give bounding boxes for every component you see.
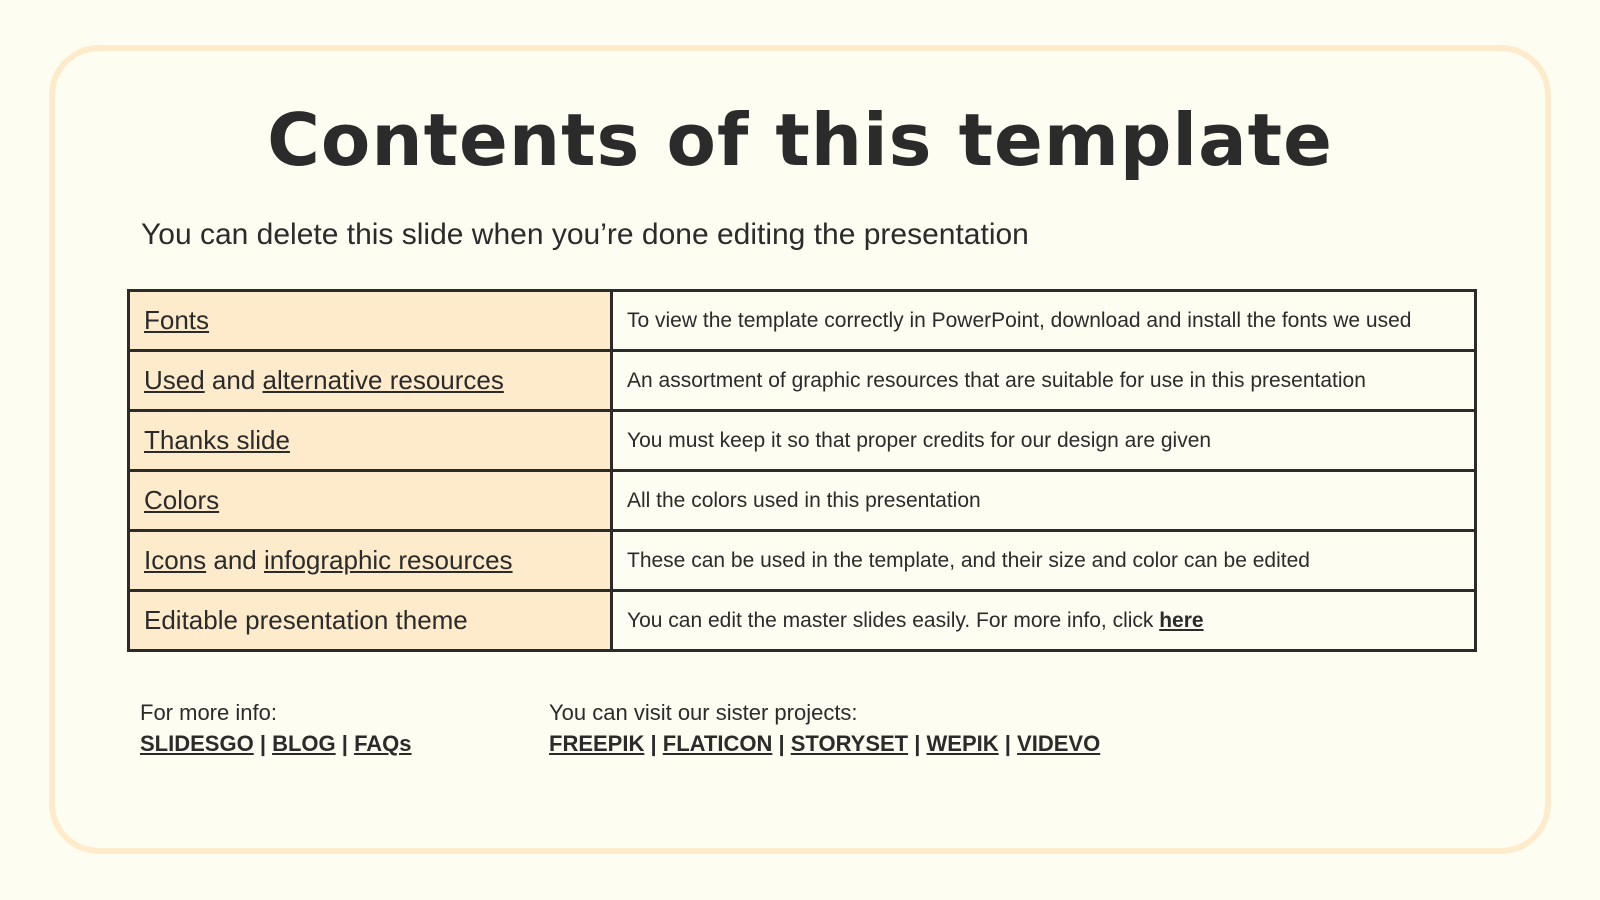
table-text: An assortment of graphic resources that are suitable for use in this presentation xyxy=(627,368,1366,392)
table-cell-description xyxy=(612,531,1476,591)
table-link[interactable]: infographic resources xyxy=(263,545,513,575)
table-row xyxy=(129,591,1476,651)
table-cell-topic xyxy=(129,591,612,651)
table-link[interactable]: Thanks slide xyxy=(144,425,290,455)
table-text: These can be used in the template, and their size and color can be edited xyxy=(627,548,1310,572)
table-text: and xyxy=(204,365,263,395)
table-cell-topic xyxy=(129,531,612,591)
link-separator: | xyxy=(914,731,921,756)
link-separator: | xyxy=(341,731,348,756)
footer-more-info-label: For more info: xyxy=(140,700,277,725)
table-link[interactable]: Fonts xyxy=(144,305,210,335)
footer-link-wepik[interactable]: WEPIK xyxy=(926,731,999,756)
link-separator: | xyxy=(778,731,785,756)
table-cell-topic xyxy=(129,471,612,531)
table-row xyxy=(129,411,1476,471)
table-link[interactable]: Icons xyxy=(144,545,207,575)
table-link[interactable]: Used xyxy=(144,365,205,395)
link-separator: | xyxy=(259,731,266,756)
page-subtitle: You can delete this slide when you’re done editing the presentation xyxy=(141,218,1029,251)
footer-more-info xyxy=(140,697,412,759)
contents-table xyxy=(127,289,1477,652)
footer-sister-label: You can visit our sister projects: xyxy=(549,700,858,725)
table-cell-description xyxy=(612,591,1476,651)
link-separator: | xyxy=(650,731,657,756)
table-text: To view the template correctly in PowerPoint, download and install the fonts we used xyxy=(627,308,1412,332)
footer-more-info-links xyxy=(140,728,412,759)
footer-link-videvo[interactable]: VIDEVO xyxy=(1017,731,1101,756)
table-link[interactable]: alternative resources xyxy=(262,365,504,395)
table-row xyxy=(129,291,1476,351)
footer-link-slidesgo[interactable]: SLIDESGO xyxy=(140,731,254,756)
footer-link-freepik[interactable]: FREEPIK xyxy=(549,731,645,756)
table-cell-topic xyxy=(129,411,612,471)
footer-link-storyset[interactable]: STORYSET xyxy=(790,731,909,756)
table-link[interactable]: Colors xyxy=(144,485,220,515)
footer-link-blog[interactable]: BLOG xyxy=(272,731,336,756)
table-row xyxy=(129,351,1476,411)
table-cell-topic xyxy=(129,351,612,411)
table-cell-description xyxy=(612,411,1476,471)
footer-link-faqs[interactable]: FAQs xyxy=(354,731,412,756)
table-row xyxy=(129,471,1476,531)
footer-link-flaticon[interactable]: FLATICON xyxy=(662,731,773,756)
footer-sister-links xyxy=(549,728,1100,759)
footer-sister-projects xyxy=(549,697,1100,759)
table-text: All the colors used in this presentation xyxy=(627,488,981,512)
table-text: Editable presentation theme xyxy=(144,605,468,635)
table-cell-topic xyxy=(129,291,612,351)
table-cell-description xyxy=(612,291,1476,351)
link-separator: | xyxy=(1004,731,1011,756)
table-link[interactable]: here xyxy=(1159,608,1204,632)
table-cell-description xyxy=(612,351,1476,411)
table-text: You can edit the master slides easily. For more info, click xyxy=(627,608,1160,632)
table-text: You must keep it so that proper credits for our design are given xyxy=(627,428,1212,452)
table-row xyxy=(129,531,1476,591)
table-cell-description xyxy=(612,471,1476,531)
page-title: Contents of this template xyxy=(267,98,1333,182)
table-text: and xyxy=(206,545,264,575)
